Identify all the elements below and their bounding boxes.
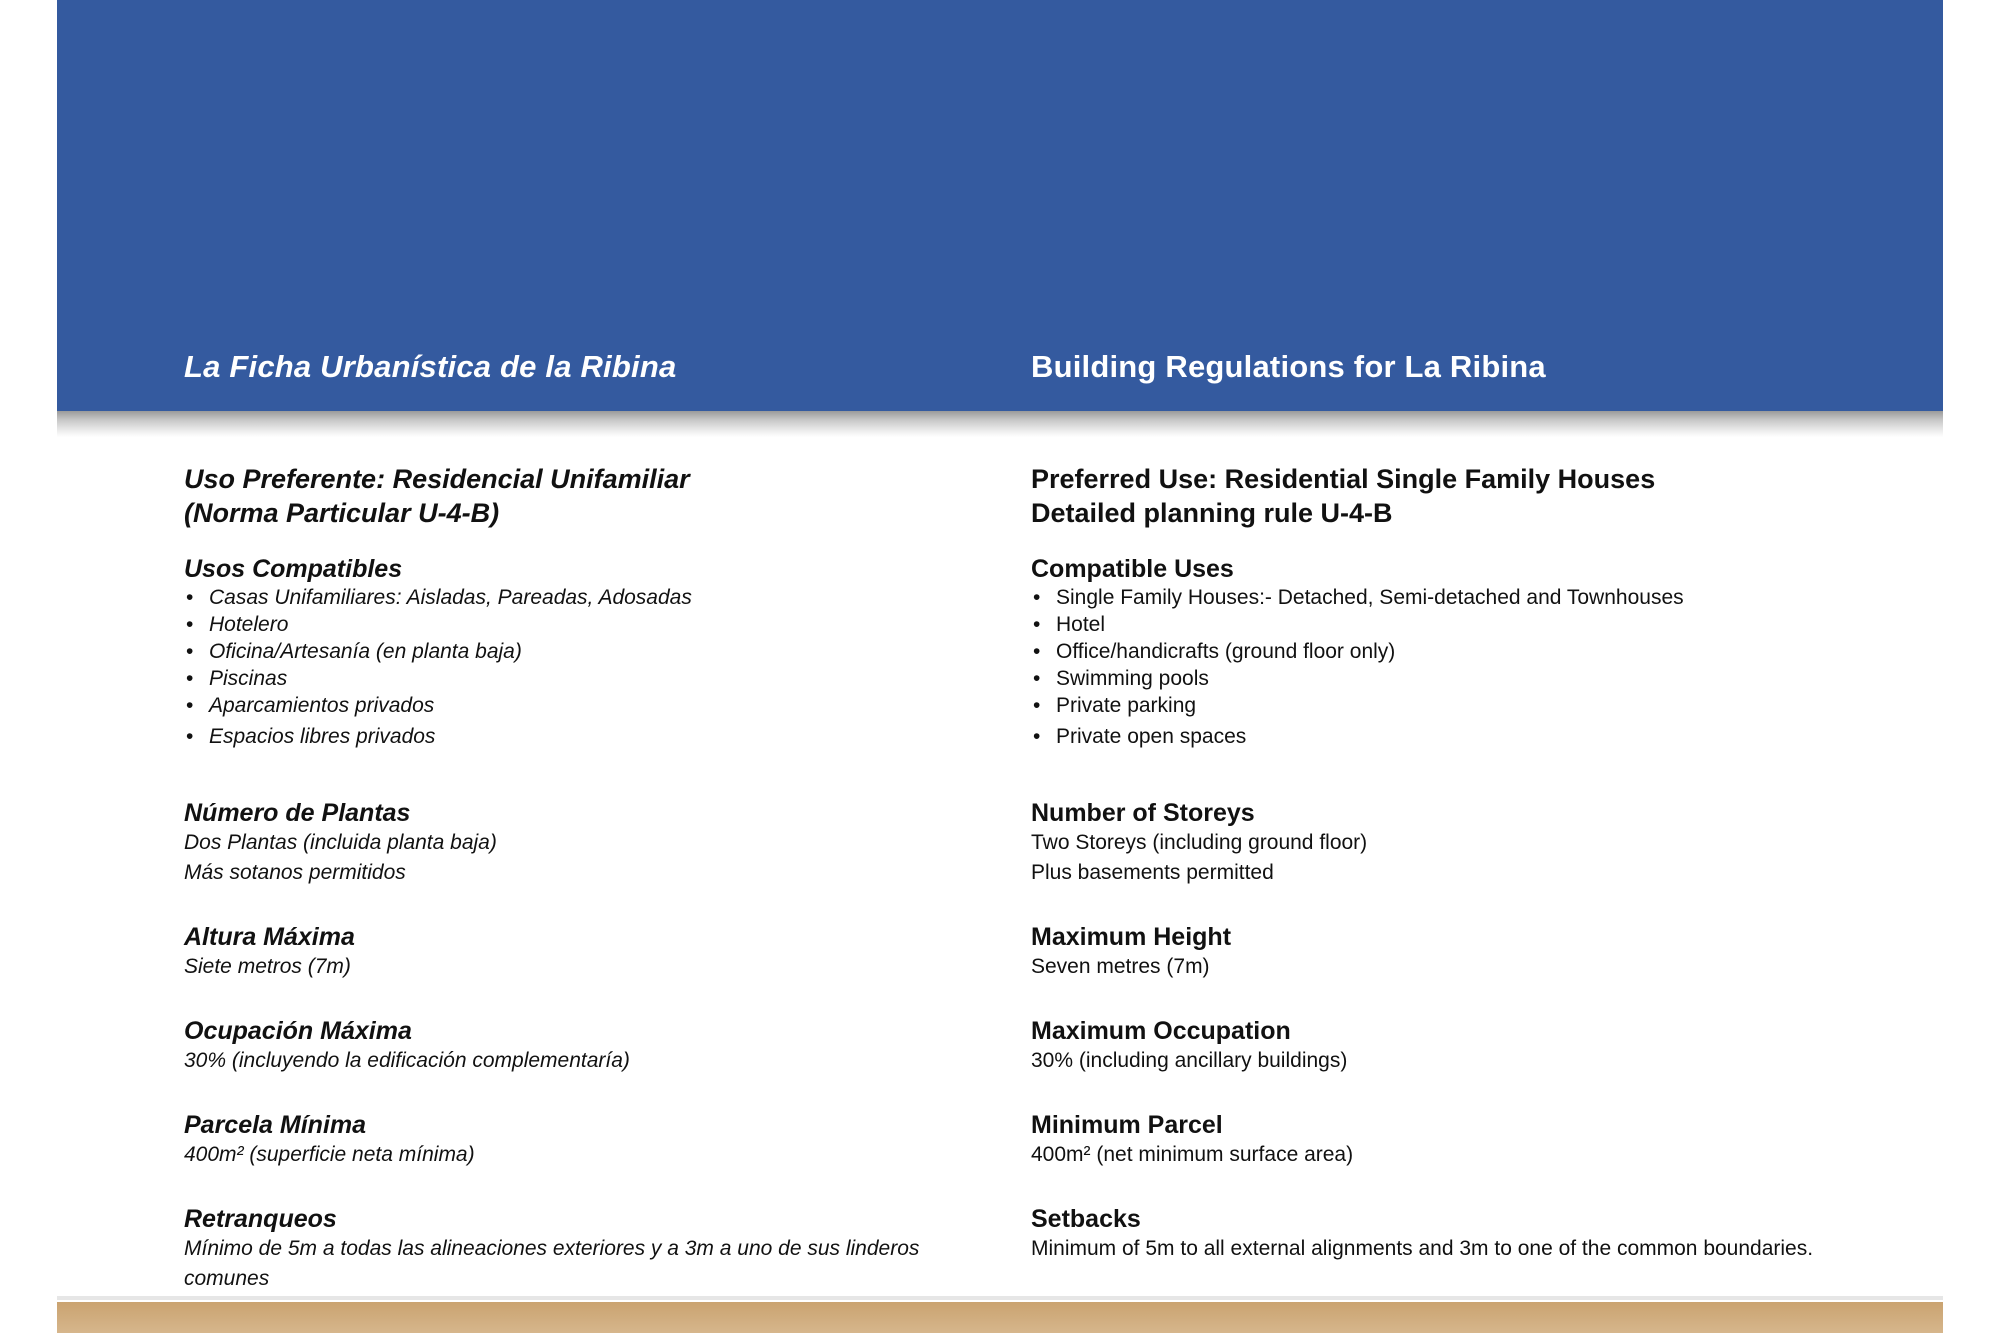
setbacks-text-en: Minimum of 5m to all external alignments and 3m to one of the common boundaries.	[1031, 1237, 1814, 1260]
parcel-section-es	[184, 1110, 984, 1170]
occupation-title-en: Maximum Occupation	[1031, 1017, 1291, 1045]
heading-line-1: Uso Preferente: Residencial Unifamiliar	[184, 464, 690, 494]
setbacks-section-es	[184, 1204, 984, 1294]
height-section-es	[184, 922, 984, 982]
list-item: • Aparcamientos privados	[186, 694, 435, 717]
occupation-text-es: 30% (incluyendo la edificación complementaría)	[184, 1049, 630, 1072]
list-item: • Single Family Houses:- Detached, Semi-detached and Townhouses	[1033, 586, 1684, 609]
banner-title-spanish: La Ficha Urbanística de la Ribina	[184, 349, 677, 384]
spanish-column	[184, 462, 984, 1328]
height-text-es: Siete metros (7m)	[184, 955, 351, 978]
list-item: • Swimming pools	[1033, 667, 1209, 690]
storeys-title-en: Number of Storeys	[1031, 799, 1255, 827]
bullet-icon: •	[1033, 586, 1041, 609]
height-section-en	[1031, 922, 1831, 982]
bullet-icon: •	[186, 725, 194, 748]
storeys-text-es: Dos Plantas (incluida planta baja) Más sotanos permitidos	[184, 831, 497, 884]
heading-line-2: (Norma Particular U-4-B)	[184, 498, 500, 528]
occupation-section-en	[1031, 1016, 1831, 1076]
bullet-icon: •	[186, 694, 194, 717]
parcel-title-en: Minimum Parcel	[1031, 1111, 1223, 1139]
heading-line-1: Preferred Use: Residential Single Family Houses	[1031, 464, 1656, 494]
occupation-section-es	[184, 1016, 984, 1076]
compatible-uses-title-en: Compatible Uses	[1031, 555, 1234, 583]
setbacks-text-es: Mínimo de 5m a todas las alineaciones exteriores y a 3m a uno de sus linderos comunes	[184, 1237, 920, 1290]
setbacks-title-es: Retranqueos	[184, 1205, 337, 1233]
compatible-uses-title-es: Usos Compatibles	[184, 555, 403, 583]
bullet-icon: •	[1033, 725, 1041, 748]
storeys-title-es: Número de Plantas	[184, 799, 411, 827]
header-banner	[57, 0, 1943, 411]
banner-title-english: Building Regulations for La Ribina	[1031, 349, 1546, 384]
bullet-icon: •	[1033, 667, 1041, 690]
parcel-title-es: Parcela Mínima	[184, 1111, 367, 1139]
compatible-uses-list-en	[1031, 584, 1831, 750]
parcel-text-es: 400m² (superficie neta mínima)	[184, 1143, 475, 1166]
height-text-en: Seven metres (7m)	[1031, 955, 1210, 978]
occupation-title-es: Ocupación Máxima	[184, 1017, 412, 1045]
storeys-section-es	[184, 798, 984, 888]
list-item: • Piscinas	[186, 667, 288, 690]
list-item: • Private open spaces	[1033, 725, 1247, 748]
bullet-icon: •	[186, 586, 194, 609]
compatible-uses-section-en	[1031, 554, 1831, 750]
banner-shadow-divider	[57, 411, 1943, 437]
height-title-es: Altura Máxima	[184, 923, 355, 951]
storeys-section-en	[1031, 798, 1831, 888]
list-item: • Oficina/Artesanía (en planta baja)	[186, 640, 522, 663]
bullet-icon: •	[1033, 694, 1041, 717]
preferred-use-heading-es	[184, 462, 984, 530]
setbacks-section-en	[1031, 1204, 1831, 1264]
list-item: • Private parking	[1033, 694, 1197, 717]
footer-bar	[57, 1302, 1943, 1333]
list-item: • Espacios libres privados	[186, 725, 436, 748]
bullet-icon: •	[1033, 613, 1041, 636]
compatible-uses-section-es	[184, 554, 984, 750]
bullet-icon: •	[186, 613, 194, 636]
compatible-uses-list-es	[184, 584, 984, 750]
bullet-icon: •	[186, 667, 194, 690]
parcel-text-en: 400m² (net minimum surface area)	[1031, 1143, 1354, 1166]
parcel-section-en	[1031, 1110, 1831, 1170]
list-item: • Casas Unifamiliares: Aisladas, Pareadas, Adosadas	[186, 586, 692, 609]
bullet-icon: •	[1033, 640, 1041, 663]
occupation-text-en: 30% (including ancillary buildings)	[1031, 1049, 1348, 1072]
height-title-en: Maximum Height	[1031, 923, 1232, 951]
list-item: • Hotel	[1033, 613, 1106, 636]
bullet-icon: •	[186, 640, 194, 663]
setbacks-title-en: Setbacks	[1031, 1205, 1141, 1233]
heading-line-2: Detailed planning rule U-4-B	[1031, 498, 1393, 528]
english-column	[1031, 462, 1831, 1298]
list-item: • Office/handicrafts (ground floor only)	[1033, 640, 1396, 663]
storeys-text-en: Two Storeys (including ground floor) Plus basements permitted	[1031, 831, 1368, 884]
list-item: • Hotelero	[186, 613, 289, 636]
preferred-use-heading-en	[1031, 462, 1831, 530]
footer-divider	[57, 1296, 1943, 1300]
